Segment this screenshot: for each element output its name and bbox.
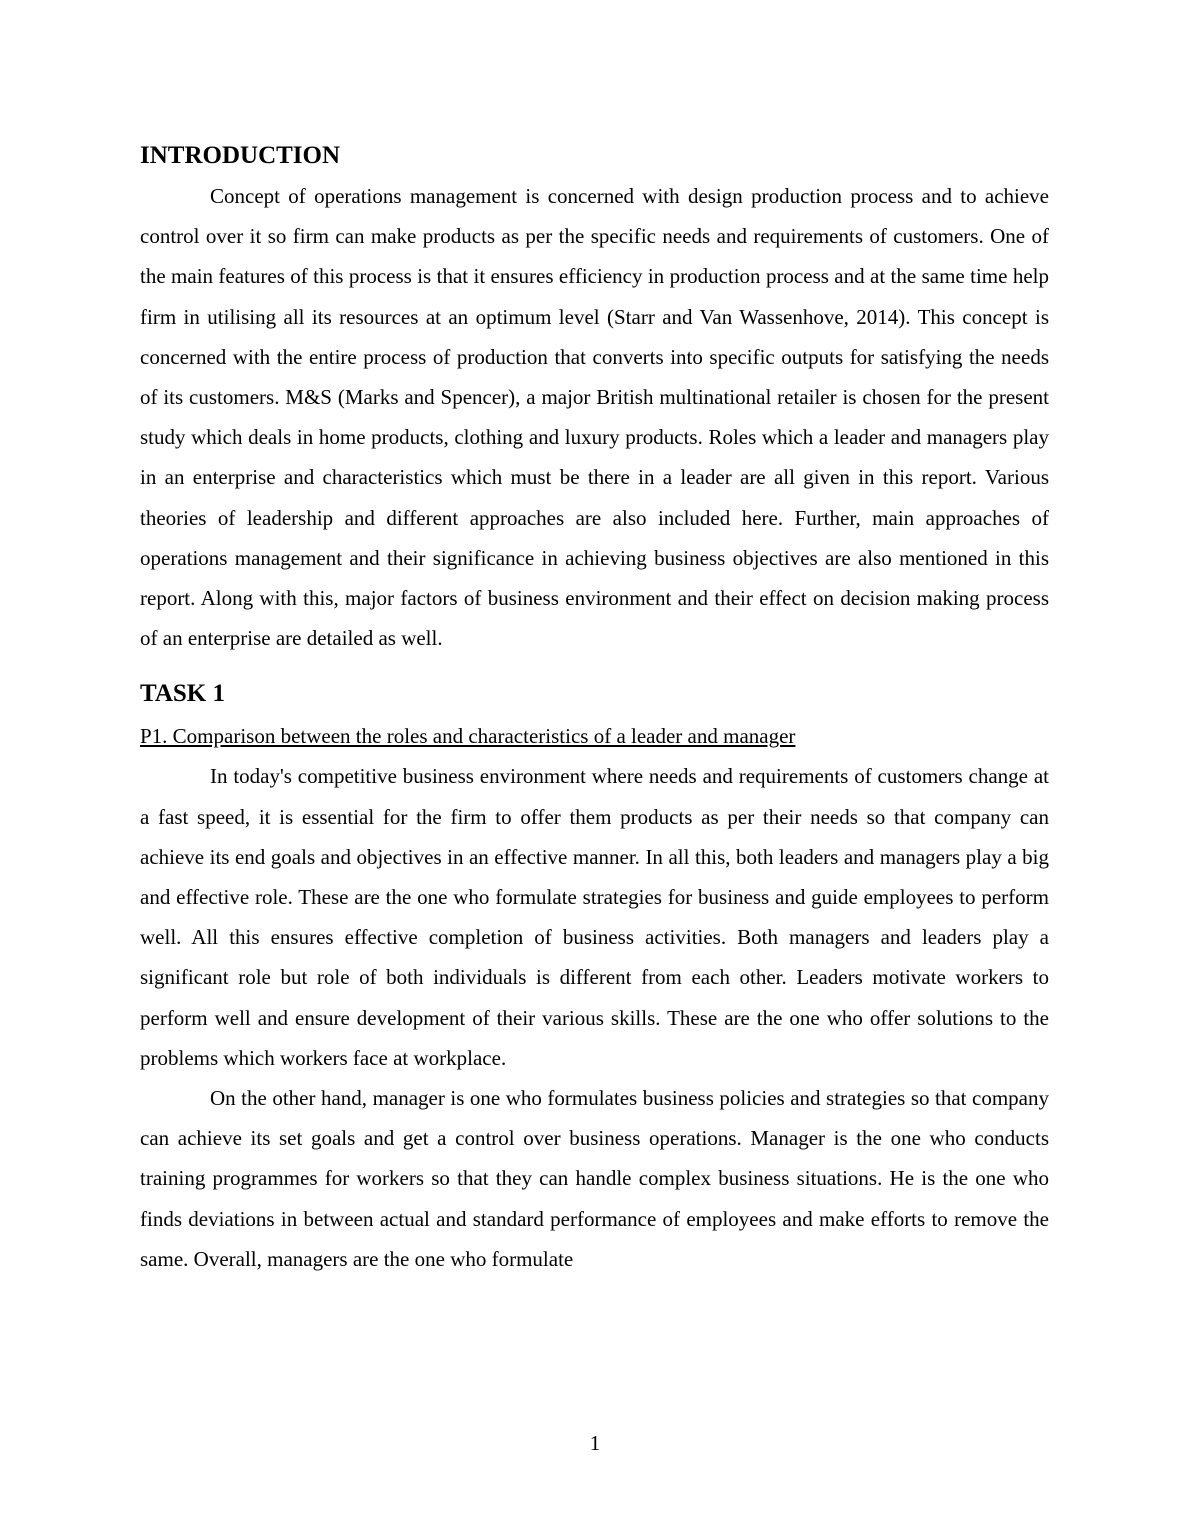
task-1-paragraph-1: In today's competitive business environment where needs and requirements of customers change at a fast speed, it is essential for the firm to offer them products as per their needs so that company can achieve its end goals and objectives in an effective manner. In all this, both leaders and managers play a big and effective role. These are the one who formulate strategies for business and guide employees to perform well. All this ensures effective completion of business activities. Both managers and leaders play a significant role but role of both individuals is different from each other. Leaders motivate workers to perform well and ensure development of their various skills. These are the one who offer solutions to the problems which workers face at workplace.	[140, 764, 1049, 1070]
introduction-paragraph: Concept of operations management is concerned with design production process and to achieve control over it so firm can make products as per the specific needs and requirements of customers. One of the main features of this process is that it ensures efficiency in production process and at the same time help firm in utilising all its resources at an optimum level (Starr and Van Wassenhove, 2014). This concept is concerned with the entire process of production that converts into specific outputs for satisfying the needs of its customers. M&S (Marks and Spencer), a major British multinational retailer is chosen for the present study which deals in home products, clothing and luxury products. Roles which a leader and managers play in an enterprise and characteristics which must be there in a leader are all given in this report. Various theories of leadership and different approaches are also included here. Further, main approaches of operations management and their significance in achieving business objectives are also mentioned in this report. Along with this, major factors of business environment and their effect on decision making process of an enterprise are detailed as well.	[140, 184, 1049, 651]
p1-subheading: P1. Comparison between the roles and characteristics of a leader and manager	[140, 724, 796, 749]
page-number: 1	[589, 1431, 601, 1455]
document-page	[140, 138, 1049, 1279]
task-1-paragraph-2: On the other hand, manager is one who formulates business policies and strategies so that company can achieve its set goals and get a control over business operations. Manager is the one who conducts training programmes for workers so that they can handle complex business situations. He is the one who finds deviations in between actual and standard performance of employees and make efforts to remove the same. Overall, managers are the one who formulate	[140, 1086, 1049, 1271]
task-1-heading: TASK 1	[140, 680, 225, 708]
introduction-heading: INTRODUCTION	[140, 142, 341, 169]
